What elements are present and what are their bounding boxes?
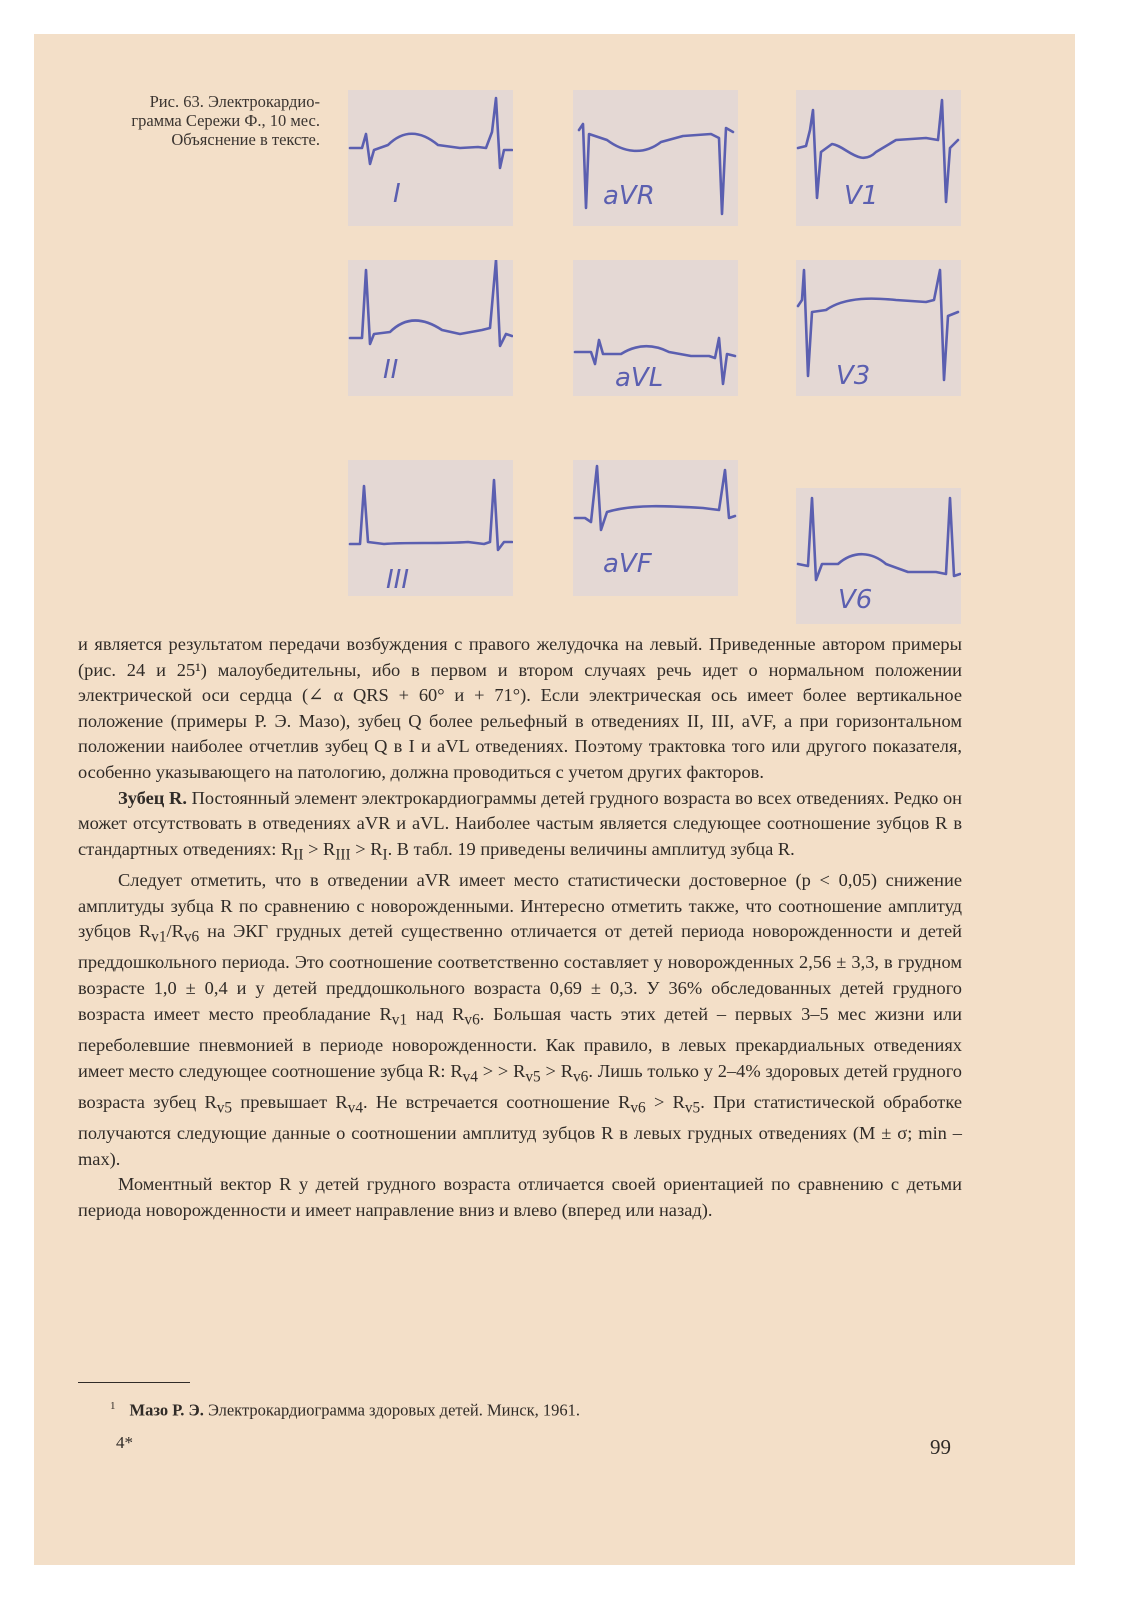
paragraph-text: . При статистической обработке получаются следующие данные о соотношении амплитуд зубцов R в левых грудных отведениях (M ± σ; min – max).: [78, 1091, 962, 1169]
ecg-panel-lead-v6: [796, 488, 961, 624]
footnote: [110, 1395, 910, 1422]
caption-line: Рис. 63. Электрокардио-: [149, 92, 320, 111]
paragraph-text: на ЭКГ грудных детей существенно отличается от детей периода новорожденности и детей преддошкольного периода. Это соотношение соответственно составляет у новорожденных 2,56 ± 3,3, в грудном возрасте 1,0 ± 0,4 и у детей преддошкольного возраста 0,69 ± 0,3. У 36% обследованных детей грудного возраста имеет место преобладание R: [78, 921, 962, 1024]
printer-signature: 4*: [116, 1433, 133, 1452]
ecg-panel-lead-v1: [796, 90, 961, 226]
subscript: v5: [525, 1068, 541, 1086]
subscript: v6: [630, 1099, 646, 1117]
caption-line: грамма Сережи Ф., 10 мес.: [131, 111, 320, 130]
paragraph: и является результатом передачи возбуждения с правого желудочка на левый. Приведенные автором примеры (рис. 24 и 25¹) малоубедительны, ибо в первом и втором случаях речь идет о нормальном положении электрической оси сердца (∠ α QRS + 60° и + 71°). Если электрическая ось имеет более вертикальное положение (примеры Р. Э. Мазо), зубец Q более рельефный в отведениях II, III, aVF, а при горизонтальном положении наиболее отчетлив зубец Q в I и aVL отведениях. Поэтому трактовка того или другого показателя, особенно указывающего на патологию, должна проводиться с учетом других факторов.: [78, 634, 962, 782]
paragraph-text: /R: [166, 921, 184, 942]
ecg-panel-lead-i: [348, 90, 513, 226]
paragraph-text: . В табл. 19 приведены величины амплитуд зубца R.: [387, 838, 795, 859]
subscript: v5: [684, 1099, 701, 1117]
lead-label: II: [383, 355, 399, 385]
subscript: III: [335, 846, 351, 864]
paragraph: [78, 786, 962, 868]
paragraph-text: над R: [407, 1003, 465, 1024]
footnote-author: Мазо Р. Э.: [129, 1400, 204, 1420]
subscript: v4: [462, 1068, 478, 1086]
subscript: v6: [464, 1011, 480, 1029]
subscript: II: [293, 846, 304, 864]
lead-label: I: [393, 179, 401, 209]
paragraph-text: > R: [303, 838, 336, 859]
figure-caption: [80, 92, 320, 149]
footnote-text: Электрокардиограмма здоровых детей. Минск, 1961.: [203, 1400, 581, 1420]
subscript: v1: [151, 928, 167, 946]
caption-line: Объяснение в тексте.: [171, 130, 320, 149]
subscript: v4: [347, 1099, 363, 1117]
paragraph-text: . Не встречается соотношение R: [363, 1091, 631, 1112]
subscript: v1: [391, 1011, 408, 1029]
paragraph: Моментный вектор R у детей грудного возраста отличается своей ориентацией по сравнению с детьми периода новорожденности и имеет направление вниз и влево (вперед или назад).: [78, 1174, 962, 1220]
footnote-mark: 1: [110, 1400, 116, 1412]
page-number: 99: [930, 1435, 951, 1459]
paragraph-text: . Большая часть этих детей – первых 3–5 мес жизни или переболевшие пневмонией в периоде новорожденности. Как правило, в левых прекардиальных отведениях имеет место следующее соотношение зубца R: R: [78, 1003, 963, 1081]
paragraph-text: > > R: [477, 1060, 526, 1081]
body-text: [78, 632, 962, 1223]
paragraph-text: > R: [540, 1060, 573, 1081]
paragraph: [78, 868, 962, 1172]
ecg-panel-lead-avf: [573, 460, 738, 596]
lead-label: aVR: [603, 181, 655, 211]
paragraph-text: > R: [645, 1091, 685, 1112]
lead-label: V3: [836, 361, 871, 391]
paragraph-text: . Лишь только у 2–4% здоровых детей грудного возраста зубец R: [78, 1060, 962, 1112]
lead-label: aVF: [603, 549, 652, 579]
paragraph-text: Постоянный элемент электрокардиограммы детей грудного возраста во всех отведениях. Редко он может отсутствовать в отведениях aVR и aVL. Наиболее частым является следующее соотношение зубцов R в стандартных отведениях: R: [78, 787, 962, 859]
ecg-panel-lead-avl: [573, 260, 738, 396]
paragraph-text: превышает R: [232, 1091, 348, 1112]
subscript: v6: [573, 1068, 589, 1086]
footnote-divider: [78, 1382, 190, 1383]
ecg-panel-lead-ii: [348, 260, 513, 396]
paragraph-text: > R: [350, 838, 383, 859]
subscript: I: [382, 846, 388, 864]
ecg-panel-lead-v3: [796, 260, 961, 396]
lead-label: V6: [838, 585, 873, 615]
subscript: v6: [183, 928, 200, 946]
lead-label: V1: [844, 181, 879, 211]
paragraph-text: Следует отметить, что в отведении aVR имеет место статистически достоверное (p < 0,05) снижение амплитуды зубца R по сравнению с новорожденными. Интересно отметить также, что соотношение амплитуд зубцов R: [78, 870, 962, 942]
lead-label: III: [386, 565, 410, 595]
subscript: v5: [216, 1099, 233, 1117]
lead-label: aVL: [615, 363, 664, 393]
ecg-panel-lead-iii: [348, 460, 513, 596]
paragraph-heading: Зубец R.: [118, 787, 187, 808]
ecg-panel-lead-avr: [573, 90, 738, 226]
